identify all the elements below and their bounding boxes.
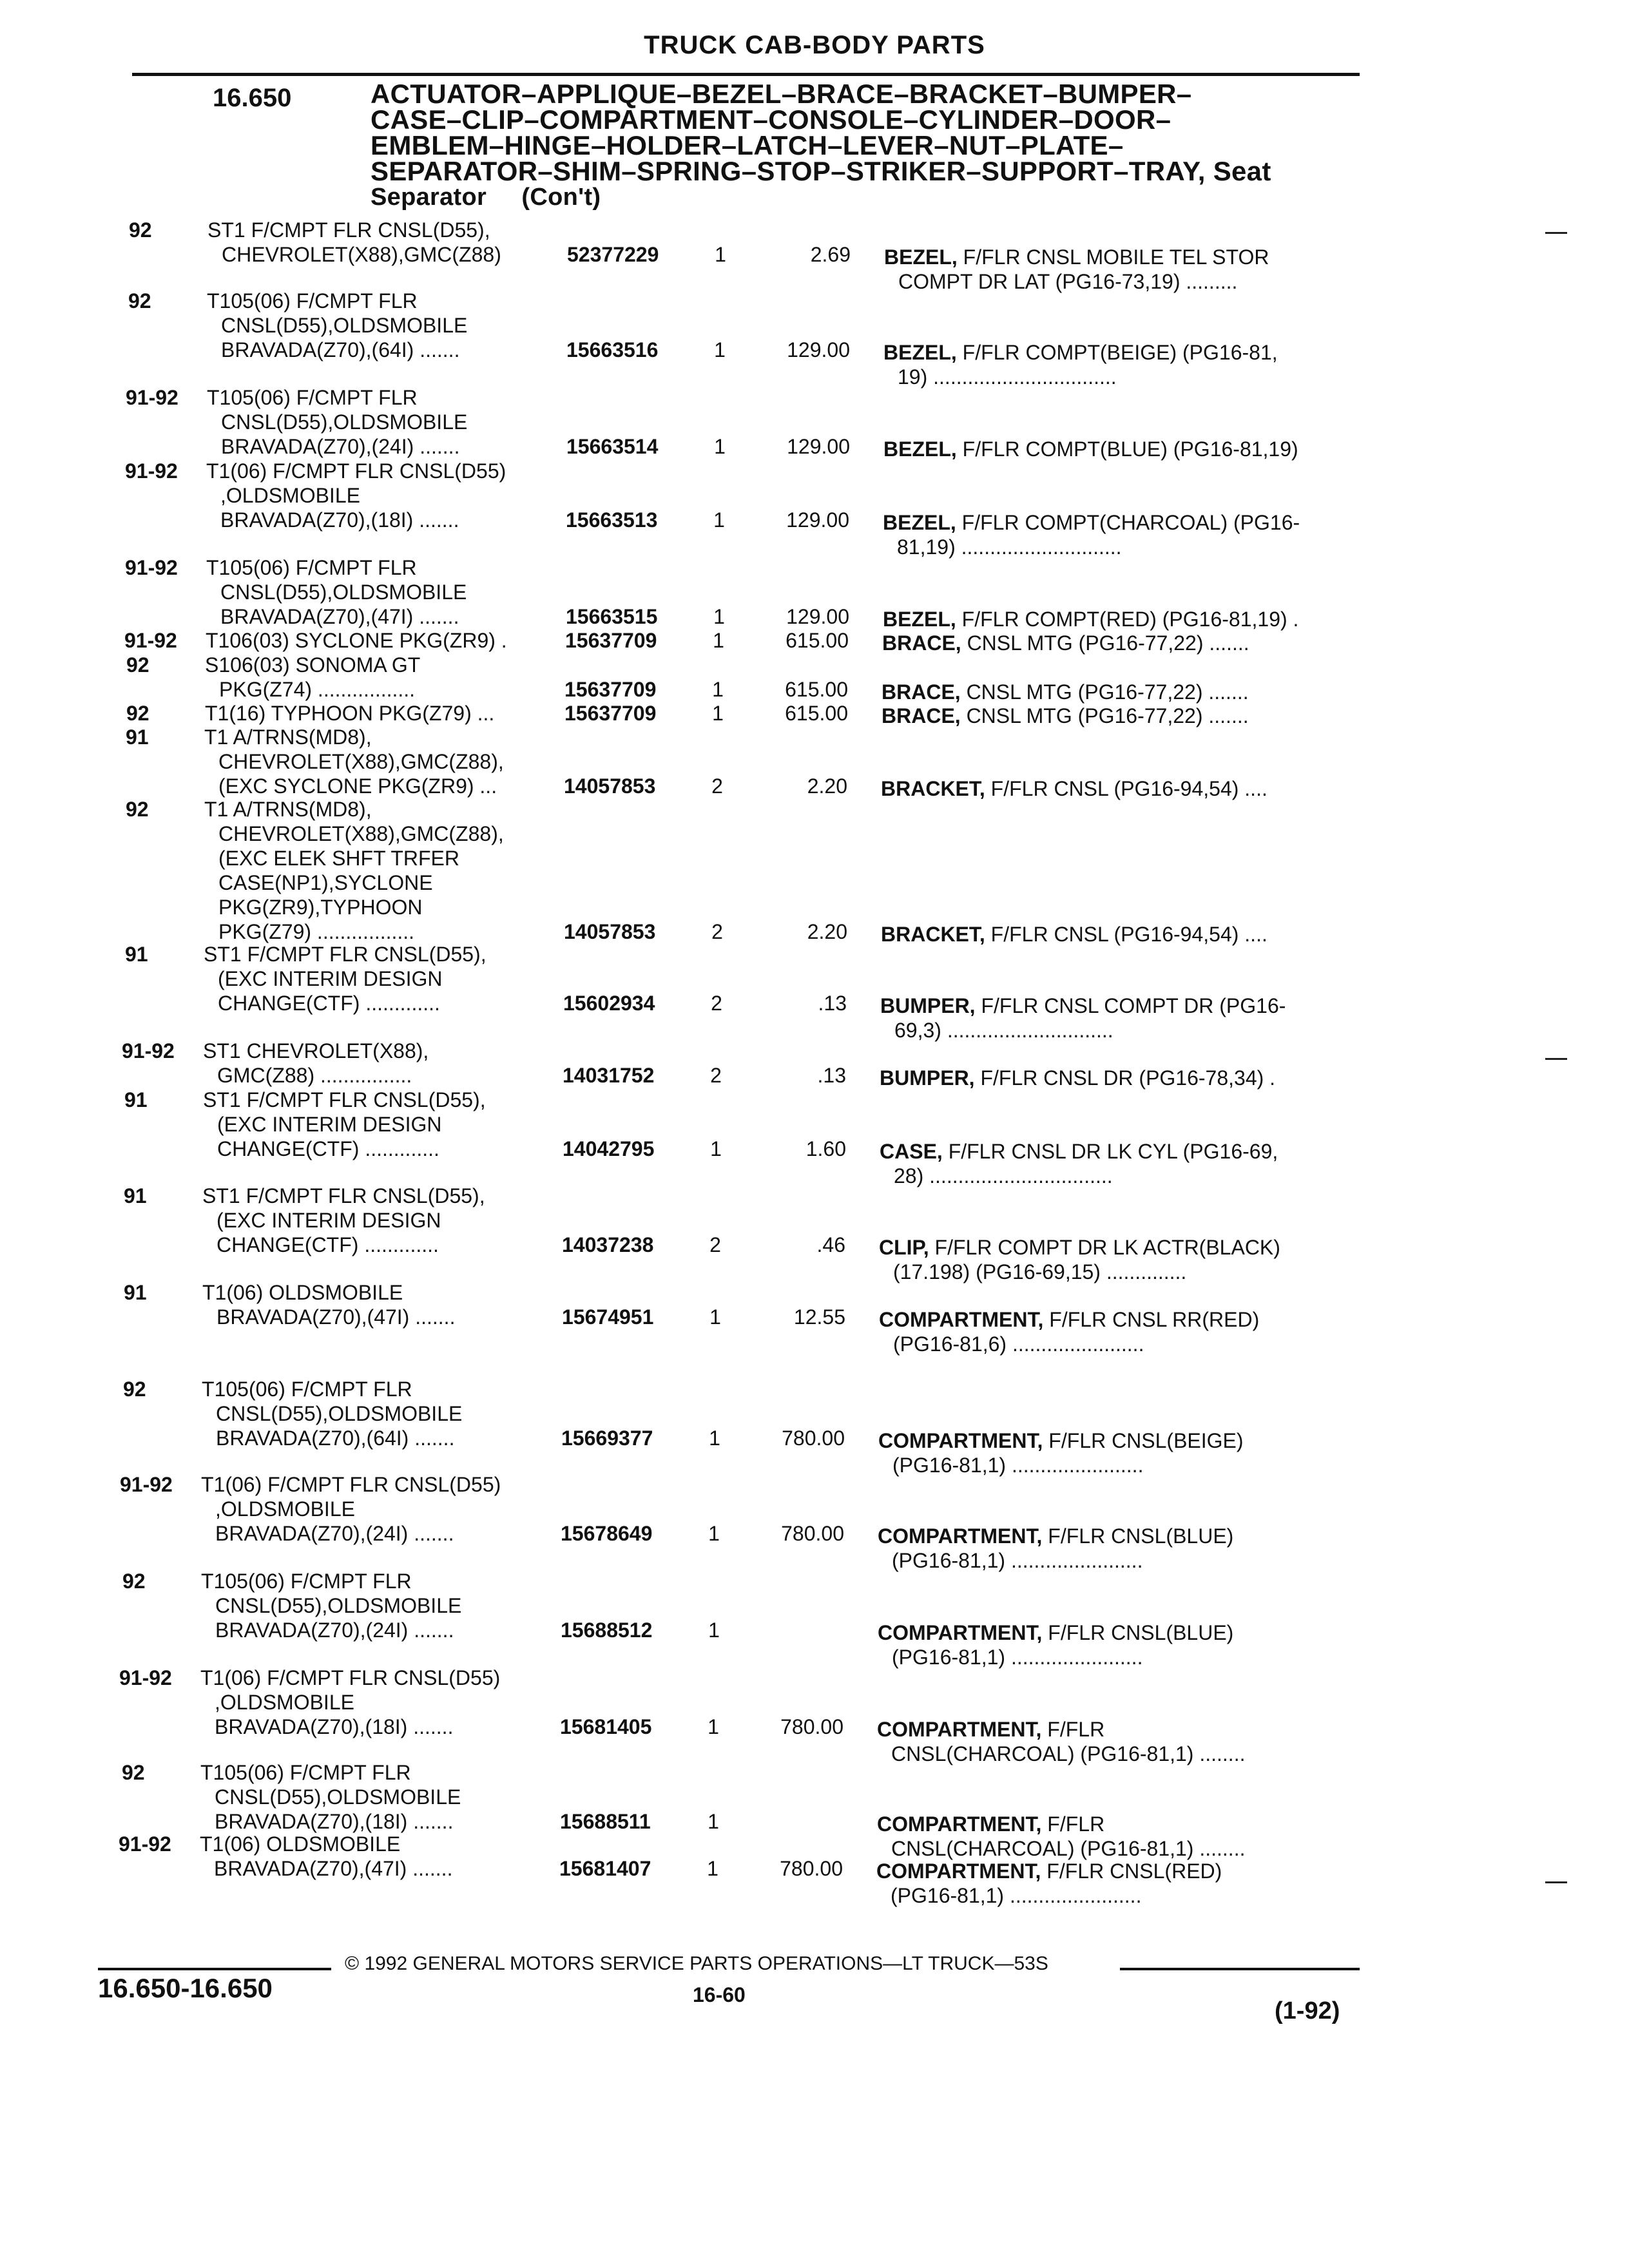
- description-text: F/FLR: [1047, 1718, 1105, 1741]
- price: .13: [818, 992, 847, 1015]
- application: [207, 289, 467, 362]
- description: [884, 245, 1361, 294]
- footer-section-range: 16.650-16.650: [98, 1973, 273, 2003]
- description-text: CNSL(CHARCOAL) (PG16-81,1) ........: [891, 1742, 1246, 1765]
- description-text: CNSL(CHARCOAL) (PG16-81,1) ........: [891, 1837, 1246, 1860]
- table-row: [0, 1280, 1629, 1356]
- application: [203, 1088, 486, 1161]
- description-text: 19) ................................: [898, 365, 1117, 389]
- model-year: 91: [124, 1281, 147, 1304]
- description-line: [876, 1883, 1353, 1908]
- part-number: 15678649: [561, 1522, 653, 1545]
- application: [201, 1472, 501, 1546]
- price: 2.69: [810, 243, 851, 266]
- application-line: CASE(NP1),SYCLONE: [218, 871, 433, 894]
- description-line: [879, 1235, 1356, 1260]
- description-line: [880, 994, 1357, 1018]
- part-name: BRACKET,: [881, 923, 985, 946]
- application-line: BRAVADA(Z70),(47I) .......: [214, 1857, 453, 1880]
- description-text: F/FLR COMPT(RED) (PG16-81,19) .: [961, 608, 1299, 631]
- header-rule: [132, 73, 1360, 76]
- application-line: ST1 F/CMPT FLR CNSL(D55),: [207, 218, 490, 242]
- application-line: ST1 F/CMPT FLR CNSL(D55),: [204, 943, 487, 966]
- quantity: 1: [710, 1137, 722, 1160]
- application-line: BRAVADA(Z70),(18I) .......: [215, 1715, 454, 1738]
- application: [204, 797, 504, 944]
- description-text: (PG16-81,1) .......................: [892, 1646, 1143, 1669]
- table-row: [0, 459, 1629, 559]
- quantity: 1: [713, 605, 725, 628]
- description-text: (PG16-81,1) .......................: [892, 1549, 1143, 1572]
- application-line: CNSL(D55),OLDSMOBILE: [221, 410, 468, 434]
- part-name: COMPARTMENT,: [878, 1524, 1043, 1548]
- application-line: T1(06) F/CMPT FLR CNSL(D55): [206, 459, 506, 483]
- application: [207, 218, 501, 267]
- description-text: (PG16-81,1) .......................: [892, 1454, 1144, 1477]
- part-name: BEZEL,: [883, 511, 956, 534]
- description-text: CNSL MTG (PG16-77,22) .......: [967, 631, 1249, 655]
- model-year: 91-92: [125, 459, 178, 483]
- description-text: (17.198) (PG16-69,15) ..............: [893, 1260, 1187, 1283]
- part-number: 15681405: [560, 1715, 652, 1738]
- application-line: T1(06) F/CMPT FLR CNSL(D55): [200, 1666, 501, 1689]
- description-line: [880, 1139, 1356, 1164]
- description: [882, 631, 1359, 655]
- quantity: 1: [712, 678, 724, 701]
- price: 780.00: [782, 1427, 845, 1450]
- application-line: CHANGE(CTF) .............: [217, 1233, 439, 1256]
- application-line: T105(06) F/CMPT FLR: [200, 1761, 411, 1784]
- table-row: [0, 942, 1629, 1042]
- description-line: [877, 1717, 1354, 1742]
- quantity: 1: [714, 435, 726, 458]
- application-line: CHEVROLET(X88),GMC(Z88),: [218, 750, 504, 773]
- description-text: 69,3) .............................: [894, 1019, 1113, 1042]
- application: [200, 1832, 452, 1881]
- description-line: [879, 1332, 1356, 1356]
- table-row: [0, 1569, 1629, 1669]
- quantity: 1: [713, 508, 725, 532]
- margin-tick: [1545, 232, 1567, 234]
- quantity: 1: [708, 1522, 720, 1545]
- description: [878, 1620, 1354, 1669]
- application-line: BRAVADA(Z70),(24I) .......: [215, 1619, 454, 1642]
- section-title-line: ACTUATOR–APPLIQUE–BEZEL–BRACE–BRACKET–BUMPER–: [371, 79, 1192, 109]
- description-text: (PG16-81,1) .......................: [891, 1884, 1142, 1907]
- description: [878, 1524, 1354, 1573]
- price: 129.00: [786, 508, 849, 532]
- application-line: T105(06) F/CMPT FLR: [202, 1378, 412, 1401]
- application-line: (EXC SYCLONE PKG(ZR9) ...: [218, 774, 497, 798]
- price: .46: [816, 1233, 845, 1256]
- description-line: [878, 1428, 1355, 1453]
- application-line: CNSL(D55),OLDSMOBILE: [216, 1402, 463, 1425]
- part-number: 52377229: [567, 243, 659, 266]
- section-title-line: EMBLEM–HINGE–HOLDER–LATCH–LEVER–NUT–PLATE–: [371, 130, 1124, 160]
- application: [202, 1280, 455, 1329]
- part-name: COMPARTMENT,: [876, 1860, 1041, 1883]
- part-name: BEZEL,: [884, 245, 958, 269]
- application: [206, 555, 467, 629]
- description-text: 81,19) ............................: [897, 535, 1122, 559]
- part-name: CASE,: [880, 1140, 943, 1163]
- table-row: [0, 1472, 1629, 1572]
- part-number: 15663515: [566, 605, 658, 628]
- description-line: [883, 437, 1360, 461]
- part-name: BRACKET,: [881, 777, 985, 800]
- model-year: 92: [123, 1378, 146, 1401]
- price: 615.00: [785, 678, 848, 701]
- table-row: [0, 218, 1629, 293]
- margin-tick: [1545, 1881, 1567, 1883]
- part-number: 15637709: [564, 678, 657, 701]
- application-line: CHANGE(CTF) .............: [217, 1137, 439, 1160]
- price: 615.00: [786, 629, 849, 652]
- application-line: ,OLDSMOBILE: [215, 1497, 355, 1521]
- section-title-line: SEPARATOR–SHIM–SPRING–STOP–STRIKER–SUPPORT–TRAY, Seat: [371, 156, 1271, 186]
- application-line: (EXC INTERIM DESIGN: [218, 967, 443, 990]
- application: [200, 1666, 500, 1739]
- quantity: 1: [715, 243, 726, 266]
- description: [883, 437, 1360, 461]
- quantity: 1: [708, 1715, 719, 1738]
- description-line: [884, 245, 1361, 269]
- description-text: F/FLR CNSL (PG16-94,54) ....: [990, 777, 1268, 800]
- section-subtitle: Separator (Con't): [371, 184, 601, 211]
- description: [883, 340, 1360, 389]
- application-line: T1(06) OLDSMOBILE: [202, 1281, 403, 1304]
- application: [206, 628, 507, 653]
- part-name: COMPARTMENT,: [879, 1308, 1044, 1331]
- description: [880, 1139, 1356, 1188]
- model-year: 91-92: [126, 386, 178, 409]
- application: [200, 1760, 461, 1834]
- quantity: 1: [714, 338, 726, 361]
- section-title: [371, 81, 1376, 210]
- description: [879, 1235, 1356, 1284]
- description-line: [883, 510, 1360, 535]
- table-row: [0, 1377, 1629, 1477]
- application: [204, 942, 487, 1015]
- description-text: F/FLR CNSL (PG16-94,54) ....: [990, 923, 1268, 946]
- model-year: 92: [122, 1570, 146, 1593]
- application-line: S106(03) SONOMA GT: [205, 653, 421, 677]
- description-line: [880, 1066, 1356, 1090]
- application-line: T1(06) OLDSMOBILE: [200, 1832, 401, 1856]
- price: 615.00: [785, 702, 848, 725]
- application: [202, 1184, 485, 1257]
- application-line: CHANGE(CTF) .............: [218, 992, 440, 1015]
- description: [880, 994, 1357, 1043]
- quantity: 1: [712, 702, 724, 725]
- part-number: 15663516: [566, 338, 659, 361]
- description-text: F/FLR CNSL DR (PG16-78,34) .: [980, 1066, 1276, 1090]
- part-name: BUMPER,: [880, 994, 976, 1017]
- application-line: PKG(ZR9),TYPHOON: [218, 896, 423, 919]
- description-line: [876, 1859, 1353, 1883]
- part-name: BRACE,: [882, 704, 961, 727]
- model-year: 91-92: [125, 556, 178, 579]
- quantity: 2: [711, 774, 723, 798]
- model-year: 92: [129, 218, 152, 242]
- application-line: ST1 F/CMPT FLR CNSL(D55),: [203, 1088, 486, 1111]
- application-line: T106(03) SYCLONE PKG(ZR9) .: [206, 629, 507, 652]
- application-line: (EXC ELEK SHFT TRFER: [218, 847, 459, 870]
- footer-date-code: (1-92): [1275, 1997, 1340, 2024]
- application: [202, 1377, 462, 1450]
- part-name: BEZEL,: [883, 341, 957, 364]
- description-text: F/FLR COMPT DR LK ACTR(BLACK): [934, 1236, 1280, 1259]
- application-line: T1 A/TRNS(MD8),: [204, 726, 372, 749]
- part-name: COMPARTMENT,: [877, 1718, 1042, 1741]
- model-year: 91: [124, 1088, 148, 1111]
- description-text: (PG16-81,6) .......................: [893, 1332, 1144, 1356]
- part-number: 15688512: [561, 1619, 653, 1642]
- part-number: 15637709: [564, 702, 657, 725]
- table-row: [0, 1184, 1629, 1283]
- application-line: CNSL(D55),OLDSMOBILE: [215, 1594, 462, 1617]
- description-text: F/FLR COMPT(BLUE) (PG16-81,19): [962, 437, 1298, 461]
- part-name: COMPARTMENT,: [877, 1812, 1042, 1836]
- application-line: PKG(Z74) .................: [219, 678, 416, 701]
- application-line: ST1 F/CMPT FLR CNSL(D55),: [202, 1184, 485, 1207]
- description-line: [878, 1524, 1354, 1548]
- application-line: BRAVADA(Z70),(64I) .......: [216, 1427, 455, 1450]
- description-text: F/FLR CNSL MOBILE TEL STOR: [963, 245, 1269, 269]
- footer-rule-right: [1120, 1968, 1360, 1970]
- price: .13: [817, 1064, 846, 1087]
- application-line: T105(06) F/CMPT FLR: [207, 289, 418, 312]
- application: [205, 701, 494, 726]
- quantity: 1: [707, 1857, 718, 1880]
- part-name: COMPARTMENT,: [878, 1429, 1043, 1452]
- table-row: [0, 555, 1629, 633]
- part-number: 14031752: [563, 1064, 655, 1087]
- application: [207, 385, 467, 459]
- description-text: F/FLR CNSL(RED): [1046, 1860, 1222, 1883]
- model-year: 91-92: [122, 1039, 175, 1062]
- footer-copyright: © 1992 GENERAL MOTORS SERVICE PARTS OPERATIONS—LT TRUCK—53S: [345, 1953, 1048, 1974]
- model-year: 91: [126, 726, 149, 749]
- description-line: [882, 631, 1359, 655]
- part-number: 15602934: [563, 992, 655, 1015]
- part-number: 14057853: [564, 920, 656, 943]
- model-year: 92: [126, 653, 149, 677]
- application: [204, 725, 504, 798]
- part-number: 15681407: [559, 1857, 651, 1880]
- quantity: 1: [708, 1810, 719, 1833]
- table-row: [0, 797, 1629, 948]
- model-year: 91: [125, 943, 148, 966]
- table-row: [0, 725, 1629, 802]
- application-line: CNSL(D55),OLDSMOBILE: [221, 314, 468, 337]
- application-line: BRAVADA(Z70),(24I) .......: [221, 435, 460, 458]
- quantity: 2: [711, 992, 722, 1015]
- table-row: [0, 1039, 1629, 1091]
- part-number: 15663513: [566, 508, 658, 532]
- application-line: T1(16) TYPHOON PKG(Z79) ...: [205, 702, 495, 725]
- description-text: F/FLR: [1047, 1812, 1105, 1836]
- part-name: COMPARTMENT,: [878, 1621, 1043, 1644]
- application-line: CNSL(D55),OLDSMOBILE: [215, 1785, 461, 1809]
- model-year: 92: [122, 1761, 145, 1784]
- application-line: CHEVROLET(X88),GMC(Z88),: [218, 822, 504, 845]
- application: [205, 653, 420, 702]
- margin-tick: [1545, 1058, 1567, 1060]
- model-year: 92: [126, 702, 149, 725]
- part-number: 14042795: [563, 1137, 655, 1160]
- description: [880, 1066, 1356, 1090]
- description-text: F/FLR CNSL(BEIGE): [1048, 1429, 1244, 1452]
- part-number: 15663514: [566, 435, 659, 458]
- model-year: 91-92: [120, 1473, 173, 1496]
- application-line: T105(06) F/CMPT FLR: [206, 556, 417, 579]
- part-number: 14037238: [562, 1233, 654, 1256]
- quantity: 2: [709, 1233, 721, 1256]
- table-row: [0, 653, 1629, 706]
- description: [878, 1428, 1355, 1477]
- section-title-line: CASE–CLIP–COMPARTMENT–CONSOLE–CYLINDER–DOOR–: [371, 104, 1171, 135]
- table-row: [0, 1666, 1629, 1765]
- model-year: 91-92: [119, 1832, 171, 1856]
- description-text: COMPT DR LAT (PG16-73,19) .........: [898, 270, 1238, 293]
- model-year: 91-92: [119, 1666, 172, 1689]
- part-name: BRACE,: [882, 631, 961, 655]
- part-number: 14057853: [564, 774, 656, 798]
- section-number: 16.650: [213, 84, 292, 112]
- price: 12.55: [793, 1305, 845, 1329]
- application-line: GMC(Z88) ................: [217, 1064, 412, 1087]
- table-row: [0, 385, 1629, 463]
- application-line: BRAVADA(Z70),(47I) .......: [217, 1305, 456, 1329]
- description-text: F/FLR COMPT(BEIGE) (PG16-81,: [962, 341, 1278, 364]
- quantity: 2: [710, 1064, 722, 1087]
- quantity: 1: [708, 1619, 720, 1642]
- application-line: T1 A/TRNS(MD8),: [204, 798, 372, 821]
- price: 129.00: [787, 435, 850, 458]
- application-line: T105(06) F/CMPT FLR: [201, 1570, 412, 1593]
- description-text: CNSL MTG (PG16-77,22) .......: [966, 704, 1249, 727]
- application-line: ,OLDSMOBILE: [215, 1691, 354, 1714]
- model-year: 92: [126, 798, 149, 821]
- description-text: F/FLR CNSL DR LK CYL (PG16-69,: [948, 1140, 1278, 1163]
- model-year: 91-92: [124, 629, 177, 652]
- description: [879, 1307, 1356, 1356]
- description-text: F/FLR CNSL COMPT DR (PG16-: [981, 994, 1286, 1017]
- part-name: BRACE,: [882, 680, 961, 704]
- quantity: 1: [709, 1427, 720, 1450]
- application-line: PKG(Z79) .................: [218, 920, 415, 943]
- quantity: 1: [709, 1305, 721, 1329]
- application-line: ,OLDSMOBILE: [220, 484, 360, 507]
- application-line: T105(06) F/CMPT FLR: [207, 386, 418, 409]
- description-text: F/FLR CNSL RR(RED): [1049, 1308, 1260, 1331]
- table-row: [0, 1088, 1629, 1187]
- model-year: 91: [124, 1184, 147, 1207]
- part-number: 15674951: [562, 1305, 654, 1329]
- application-line: BRAVADA(Z70),(47I) .......: [220, 605, 459, 628]
- price: 2.20: [807, 774, 847, 798]
- footer-rule-left: [98, 1968, 331, 1970]
- table-row: [0, 1832, 1629, 1907]
- description: [876, 1859, 1353, 1908]
- description-text: F/FLR CNSL(BLUE): [1048, 1621, 1234, 1644]
- price: 1.60: [805, 1137, 846, 1160]
- application-line: BRAVADA(Z70),(24I) .......: [215, 1522, 454, 1545]
- application: [206, 459, 506, 532]
- description: [883, 510, 1360, 559]
- application: [203, 1039, 429, 1088]
- page-header-title: TRUCK CAB-BODY PARTS: [644, 31, 985, 59]
- part-number: 15669377: [561, 1427, 653, 1450]
- table-row: [0, 289, 1629, 389]
- price: 2.20: [807, 920, 847, 943]
- price: 129.00: [787, 338, 850, 361]
- application-line: CHEVROLET(X88),GMC(Z88): [222, 243, 501, 266]
- price: 780.00: [781, 1522, 844, 1545]
- description: [877, 1717, 1354, 1766]
- description-line: [878, 1620, 1354, 1645]
- application-line: (EXC INTERIM DESIGN: [217, 1209, 441, 1232]
- application-line: BRAVADA(Z70),(18I) .......: [215, 1810, 454, 1833]
- quantity: 1: [713, 629, 724, 652]
- description-line: [879, 1307, 1356, 1332]
- part-number: 15637709: [565, 629, 657, 652]
- part-name: BUMPER,: [880, 1066, 975, 1090]
- description-text: CNSL MTG (PG16-77,22) .......: [966, 680, 1249, 704]
- application: [201, 1569, 461, 1642]
- part-name: BEZEL,: [883, 608, 956, 631]
- application-line: ST1 CHEVROLET(X88),: [203, 1039, 429, 1062]
- application-line: BRAVADA(Z70),(64I) .......: [221, 338, 460, 361]
- model-year: 92: [128, 289, 151, 312]
- application-line: T1(06) F/CMPT FLR CNSL(D55): [201, 1473, 501, 1496]
- application-line: (EXC INTERIM DESIGN: [217, 1113, 442, 1136]
- part-name: BEZEL,: [883, 437, 957, 461]
- application-line: CNSL(D55),OLDSMOBILE: [220, 581, 467, 604]
- part-number: 15688511: [560, 1810, 651, 1833]
- quantity: 2: [711, 920, 723, 943]
- footer-page-number: 16-60: [693, 1983, 746, 2006]
- description-text: 28) ................................: [894, 1164, 1113, 1187]
- application-line: BRAVADA(Z70),(18I) .......: [220, 508, 459, 532]
- description-text: F/FLR CNSL(BLUE): [1048, 1524, 1234, 1548]
- part-name: CLIP,: [879, 1236, 929, 1259]
- price: 780.00: [780, 1857, 843, 1880]
- description-text: F/FLR COMPT(CHARCOAL) (PG16-: [961, 511, 1300, 534]
- price: 129.00: [786, 605, 849, 628]
- description-line: [883, 340, 1360, 365]
- price: 780.00: [780, 1715, 843, 1738]
